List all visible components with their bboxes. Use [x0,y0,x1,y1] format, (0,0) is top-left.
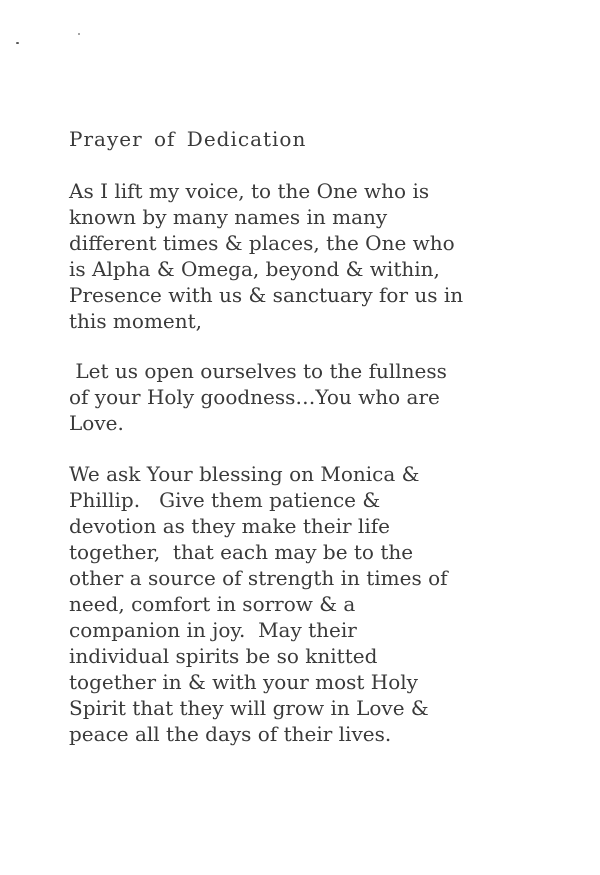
paragraph-opening [69,358,447,436]
text-line: Phillip. Give them patience & [69,488,381,512]
text-line: other a source of strength in times of [69,566,448,590]
paragraph-invocation [69,178,463,334]
text-line: Spirit that they will grow in Love & [69,696,429,720]
text-line: need, comfort in sorrow & a [69,592,356,616]
text-line: devotion as they make their life [69,514,390,538]
text-line: this moment, [69,309,203,333]
text-line: peace all the days of their lives. [69,722,392,746]
text-line: We ask Your blessing on Monica & [69,462,420,486]
text-line: Love. [69,411,124,435]
text-line: is Alpha & Omega, beyond & within, [69,257,440,281]
text-line: different times & places, the One who [69,231,455,255]
text-line: Presence with us & sanctuary for us in [69,283,464,307]
scan-speck [78,33,80,35]
text-line: As I lift my voice, to the One who is [69,179,430,203]
scan-speck [16,42,19,44]
text-line: individual spirits be so knitted [69,644,378,668]
document-title: Prayer of Dedication [69,127,307,151]
paragraph-blessing [69,461,448,747]
text-line: Let us open ourselves to the fullness [69,359,447,383]
text-line: together in & with your most Holy [69,670,418,694]
text-line: companion in joy. May their [69,618,357,642]
text-line: together, that each may be to the [69,540,414,564]
text-line: known by many names in many [69,205,388,229]
text-line: of your Holy goodness…You who are [69,385,440,409]
